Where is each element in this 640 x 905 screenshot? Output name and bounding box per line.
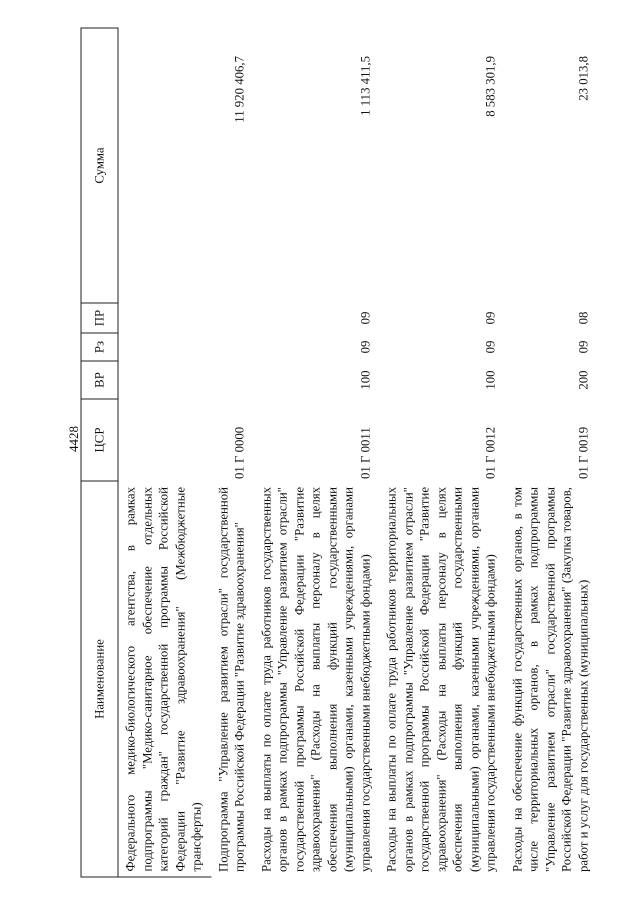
- header-rz: Рз: [81, 333, 118, 361]
- row-csr: 01 Г 0000: [232, 426, 246, 479]
- row-vr: [211, 361, 254, 399]
- row-pr: [118, 303, 211, 333]
- row-sum: [118, 28, 211, 303]
- header-csr: ЦСР: [81, 399, 118, 481]
- table-header-row: [81, 28, 118, 877]
- row-vr: 100: [483, 370, 497, 390]
- row-pr: 09: [357, 311, 372, 325]
- row-sum: 1 113 411,5: [357, 56, 372, 116]
- row-name: Подпрограмма "Управление развитием отрасли" государственной программы Российской Федерации "Развитие здравоохранения": [215, 487, 246, 872]
- page-number: 4428: [66, 426, 81, 452]
- row-rz: [118, 333, 211, 361]
- row-rz: 09: [575, 340, 590, 354]
- row-rz: [211, 333, 254, 361]
- row-vr: [118, 361, 211, 399]
- row-name: Федерального медико-биологического агентства, в рамках подпрограммы "Медико-санитарное обеспечение отдельных категорий граждан" государственной программы Российской Федерации "Развитие здравоохранения" (Межбюджетные трансферты): [118, 481, 211, 877]
- row-csr: 01 Г 0011: [357, 427, 372, 479]
- header-name: Наименование: [81, 481, 118, 877]
- header-pr: ПР: [81, 303, 118, 333]
- row-pr: [211, 303, 254, 333]
- row-name: Расходы на обеспечение функций государственных органов, в том числе территориальных органов, в рамках подпрограммы "Управление развитием отрасли" государственной программы Российской Федерации "Развитие здравоохранения" (Закупка товаров, работ и услуг для государственных (муниципальных): [509, 487, 590, 872]
- row-sum: 11 920 406,7: [232, 56, 246, 123]
- row-name: Расходы на выплаты по оплате труда работников государственных органов в рамках подпрограммы "Управление развитием отрасли" государственной программы Российской Федерации "Развитие здравоохранения" (Расходы на выплаты персоналу в целях обеспечения выполнения функций государственными (муниципальными) органами, казенными учреждениями, органами управления государственными внебюджетными фондами): [258, 487, 372, 872]
- header-vr: ВР: [81, 361, 118, 399]
- header-sum: Сумма: [81, 28, 118, 303]
- budget-table: [80, 28, 597, 878]
- row-csr: 01 Г 0012: [483, 426, 497, 479]
- row-name: Расходы на выплаты по оплате труда работников территориальных органов в рамках подпрограммы "Управление развитием отрасли" государственной программы Российской Федерации "Развитие здравоохранения" (Расходы на выплаты персоналу в целях обеспечения выполнения функций государственными (муниципальными) органами, казенными учреждениями, органами управления государственными внебюджетными фондами): [384, 487, 497, 872]
- table-row: [254, 28, 380, 877]
- rotated-table-container: [80, 29, 620, 878]
- table-row: [379, 28, 505, 877]
- row-rz: 09: [357, 340, 372, 354]
- row-sum: 23 013,8: [575, 56, 590, 101]
- row-csr: 01 Г 0019: [575, 426, 590, 479]
- row-csr: [118, 399, 211, 481]
- row-pr: 09: [483, 311, 497, 325]
- table-row: [118, 28, 211, 877]
- row-vr: 200: [575, 370, 590, 390]
- row-vr: 100: [357, 370, 372, 390]
- table-row: [211, 28, 254, 877]
- row-sum: 8 583 301,9: [483, 56, 497, 117]
- table-row: [505, 28, 598, 877]
- row-pr: 08: [575, 311, 590, 325]
- row-rz: 09: [483, 340, 497, 354]
